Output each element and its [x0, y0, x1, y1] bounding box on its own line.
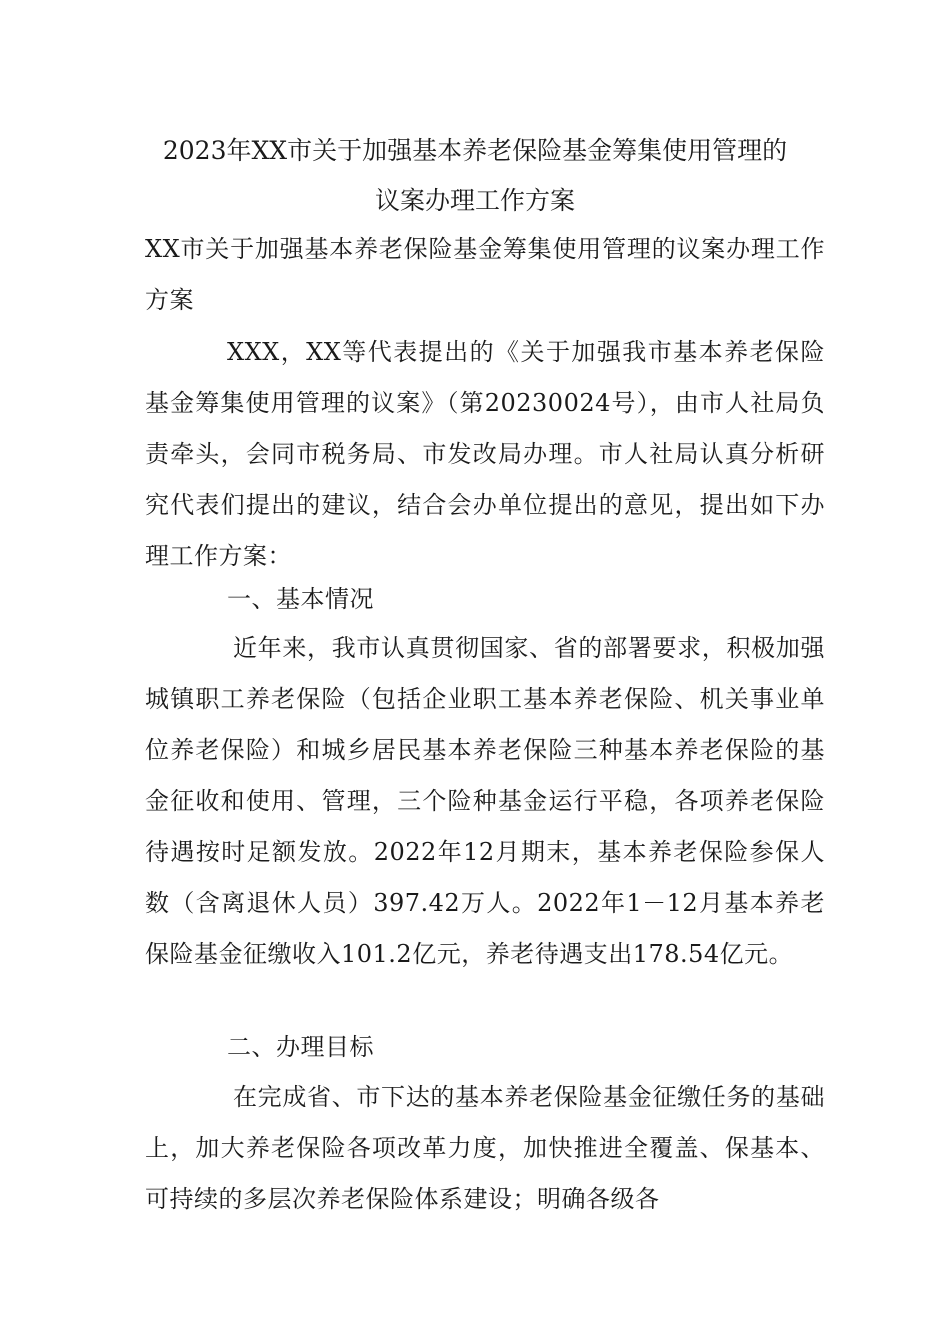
intro-paragraph: XXX，XX等代表提出的《关于加强我市基本养老保险基金筹集使用管理的议案》（第20230024号），由市人社局负责牵头，会同市税务局、市发改局办理。市人社局认真分析研究代表们提出的建议，结合会办单位提出的意见，提出如下办理工作方案：: [145, 338, 825, 570]
section-2-heading: 二、办理目标: [227, 1033, 374, 1061]
section-1-heading: 一、基本情况: [227, 585, 374, 613]
document-subtitle: XX市关于加强基本养老保险基金筹集使用管理的议案办理工作方案: [145, 235, 825, 314]
section-1-paragraph: 近年来，我市认真贯彻国家、省的部署要求，积极加强城镇职工养老保险（包括企业职工基本养老保险、机关事业单位养老保险）和城乡居民基本养老保险三种基本养老保险的基金征收和使用、管理，三个险种基金运行平稳，各项养老保险待遇按时足额发放。2022年12月期末，基本养老保险参保人数（含离退休人员）397.42万人。2022年1－12月基本养老保险基金征缴收入101.2亿元，养老待遇支出178.54亿元。: [145, 634, 825, 968]
document-title-line-2: 议案办理工作方案: [374, 186, 575, 215]
document-title-line-1: 2023年XX市关于加强基本养老保险基金筹集使用管理的: [162, 136, 788, 165]
section-2-paragraph: 在完成省、市下达的基本养老保险基金征缴任务的基础上，加大养老保险各项改革力度，加快推进全覆盖、保基本、可持续的多层次养老保险体系建设；明确各级各: [145, 1083, 825, 1213]
